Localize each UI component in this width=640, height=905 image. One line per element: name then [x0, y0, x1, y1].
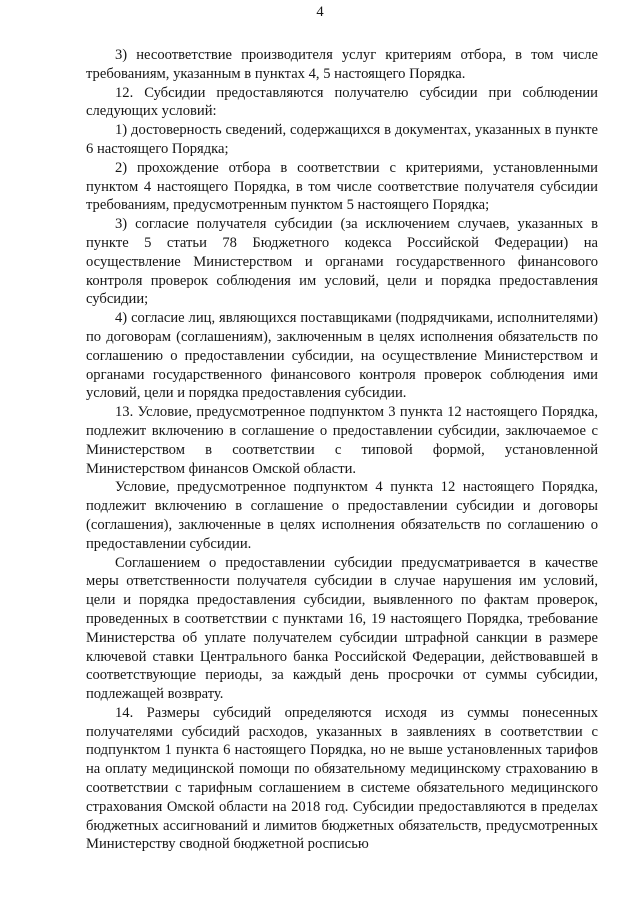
paragraph: 4) согласие лиц, являющихся поставщиками (подрядчиками, исполнителями) по договорам (соглашениям), заключенным в целях исполнения обязательств по соглашению о предоставлении субсидии, на осуществление Министерством и органами государственного финансового контроля проверок соблюдения ими условий, цели и порядка предоставления субсидии.: [86, 310, 598, 402]
paragraph: Соглашением о предоставлении субсидии предусматривается в качестве меры ответственности получателя субсидии в случае нарушения им условий, цели и порядка предоставления субсидии, выявленного по фактам проверок, проведенных в соответствии с пунктами 16, 19 настоящего Порядка, требование Министерства об уплате получателем субсидии штрафной санкции в размере ключевой ставки Центрального банка Российской Федерации, действовавшей в соответствующие периоды, за каждый день просрочки от суммы субсидии, подлежащей возврату.: [86, 554, 598, 703]
paragraph: 1) достоверность сведений, содержащихся в документах, указанных в пункте 6 настоящего Порядка;: [86, 122, 598, 157]
paragraph: 3) несоответствие производителя услуг критериям отбора, в том числе требованиям, указанным в пунктах 4, 5 настоящего Порядка.: [86, 47, 598, 82]
paragraph: 2) прохождение отбора в соответствии с критериями, установленными пунктом 4 настоящего Порядка, в том числе соответствие получателя субсидии требованиям, предусмотренным пунктом 5 настоящего Порядка;: [86, 159, 598, 214]
page-number: 4: [316, 4, 324, 20]
paragraph: 12. Субсидии предоставляются получателю субсидии при соблюдении следующих условий:: [86, 84, 598, 120]
paragraph: 3) согласие получателя субсидии (за исключением случаев, указанных в пункте 5 статьи 78 Бюджетного кодекса Российской Федерации) на осуществление Министерством и органами государственного финансового контроля проверок соблюдения им условий, цели и порядка предоставления субсидии;: [86, 216, 598, 308]
paragraph: 13. Условие, предусмотренное подпунктом 3 пункта 12 настоящего Порядка, подлежит включению в соглашение о предоставлении субсидии, заключаемое с Министерством в соответствии с типовой формой, установленной Министерством финансов Омской области.: [86, 404, 598, 477]
document-body: [86, 46, 598, 854]
paragraph: 14. Размеры субсидий определяются исходя из суммы понесенных получателями субсидий расходов, указанных в заявлениях в соответствии с подпунктом 1 пункта 6 настоящего Порядка, но не выше установленных тарифов на оплату медицинской помощи по обязательному медицинскому страхованию в соответствии с тарифным соглашением в системе обязательного медицинского страхования Омской области на 2018 год. Субсидии предоставляются в пределах бюджетных ассигнований и лимитов бюджетных обязательств, предусмотренных Министерству сводной бюджетной росписью: [86, 704, 598, 853]
paragraph: Условие, предусмотренное подпунктом 4 пункта 12 настоящего Порядка, подлежит включению в соглашение о предоставлении субсидии и договоры (соглашения), заключенные в целях исполнения обязательств по соглашению о предоставлении субсидии.: [86, 479, 598, 552]
